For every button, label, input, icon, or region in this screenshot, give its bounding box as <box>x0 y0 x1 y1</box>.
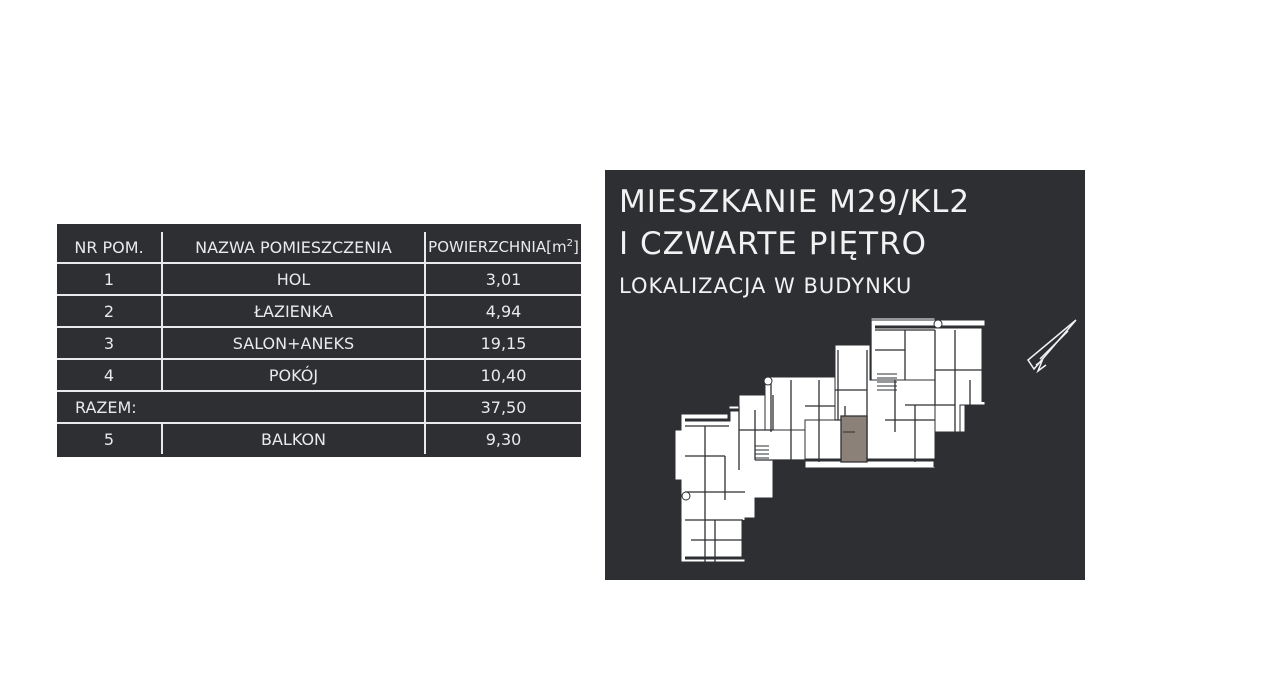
room-number: 3 <box>57 327 162 359</box>
room-area: 10,40 <box>425 359 581 391</box>
table-row <box>57 359 581 391</box>
header-room-name: NAZWA POMIESZCZENIA <box>162 232 425 263</box>
balcony-name: BALKON <box>162 423 425 454</box>
total-row <box>57 391 581 423</box>
table-row <box>57 327 581 359</box>
header-area: $POWIERZCHNIA[m^2]$ <box>425 232 581 263</box>
table-header-row <box>57 232 581 263</box>
total-area: 37,50 <box>425 391 581 423</box>
balcony-row <box>57 423 581 454</box>
building-floorplan <box>605 170 1085 580</box>
header-number: NR POM. <box>57 232 162 263</box>
apartment-title: MIESZKANIE M29/KL2 <box>619 184 971 220</box>
room-name: SALON+ANEKS <box>162 327 425 359</box>
highlighted-apartment <box>841 416 867 462</box>
balcony-number: 5 <box>57 423 162 454</box>
room-name: POKÓJ <box>162 359 425 391</box>
room-name: HOL <box>162 263 425 295</box>
table-row <box>57 295 581 327</box>
room-number: 2 <box>57 295 162 327</box>
room-area: 4,94 <box>425 295 581 327</box>
room-area: 3,01 <box>425 263 581 295</box>
room-number: 1 <box>57 263 162 295</box>
location-subtitle: LOKALIZACJA W BUDYNKU <box>619 274 913 298</box>
total-label: RAZEM: <box>57 391 425 423</box>
balcony-area: 9,30 <box>485 429 522 449</box>
room-number: 4 <box>57 359 162 391</box>
room-area-table <box>57 224 581 457</box>
floor-title: I CZWARTE PIĘTRO <box>619 226 928 262</box>
room-name: ŁAZIENKA <box>162 295 425 327</box>
room-area: 19,15 <box>425 327 581 359</box>
location-panel <box>605 170 1085 580</box>
table-row <box>57 263 581 295</box>
north-arrow-icon <box>1020 315 1080 377</box>
